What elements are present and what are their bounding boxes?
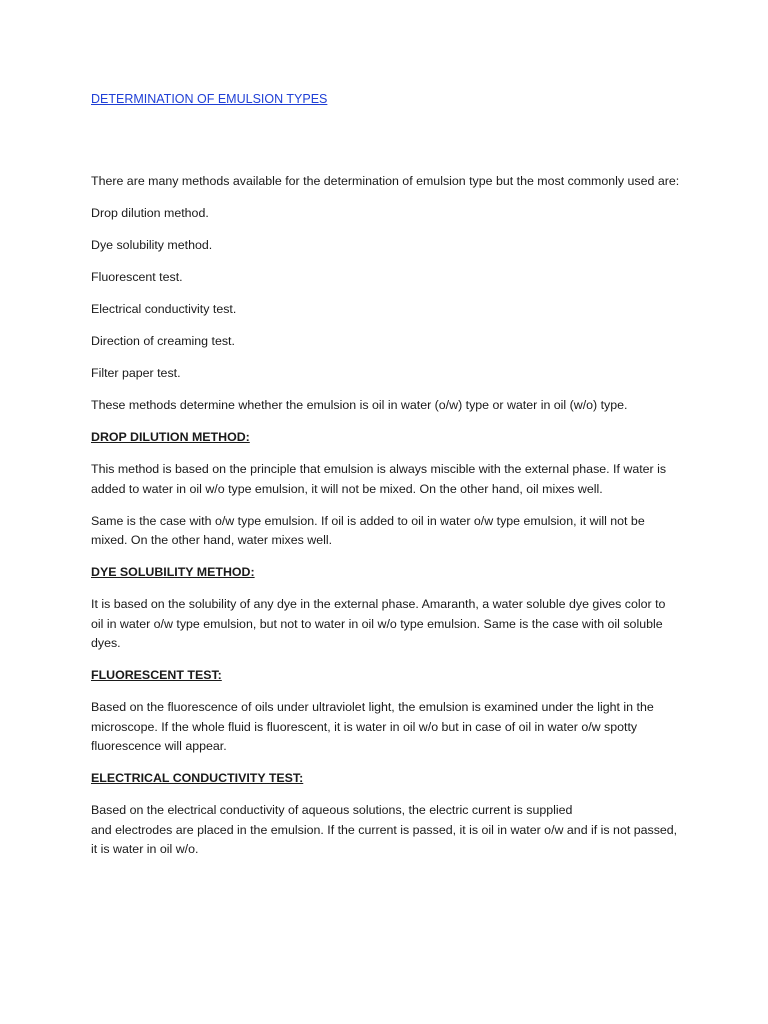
- section-paragraph: Same is the case with o/w type emulsion. If oil is added to oil in water o/w type emulsion, it will not be mixed. On the other hand, water mixes well.: [91, 513, 645, 547]
- method-list-item: Fluorescent test.: [91, 270, 183, 284]
- method-list-item: Direction of creaming test.: [91, 334, 235, 348]
- method-list-item: Electrical conductivity test.: [91, 302, 237, 316]
- document-title[interactable]: DETERMINATION OF EMULSION TYPES: [91, 92, 328, 106]
- section-paragraph: It is based on the solubility of any dye in the external phase. Amaranth, a water soluble dye gives color to oil in water o/w type emulsion, but not to water in oil w/o type emulsion. Same is the case with oil soluble dyes.: [91, 597, 666, 650]
- document-body: [91, 172, 681, 872]
- method-list-item: Dye solubility method.: [91, 238, 213, 252]
- section-paragraph: Based on the fluorescence of oils under ultraviolet light, the emulsion is examined under the light in the microscope. If the whole fluid is fluorescent, it is water in oil w/o but in case of oil in water o/w spotty fluorescence will appear.: [91, 700, 654, 753]
- methods-summary-paragraph: These methods determine whether the emulsion is oil in water (o/w) type or water in oil (w/o) type.: [91, 398, 628, 412]
- method-list-item: Drop dilution method.: [91, 206, 209, 220]
- section-heading-fluorescent: FLUORESCENT TEST:: [91, 668, 222, 682]
- section-paragraph-line: Based on the electrical conductivity of aqueous solutions, the electric current is supplied: [91, 803, 573, 817]
- section-paragraph: This method is based on the principle that emulsion is always miscible with the external phase. If water is added to water in oil w/o type emulsion, it will not be mixed. On the other hand, oil mixes well.: [91, 462, 667, 496]
- section-heading-drop-dilution: DROP DILUTION METHOD:: [91, 430, 250, 444]
- intro-paragraph: There are many methods available for the determination of emulsion type but the most commonly used are:: [91, 174, 680, 188]
- section-heading-dye-solubility: DYE SOLUBILITY METHOD:: [91, 565, 255, 579]
- section-heading-electrical-conductivity: ELECTRICAL CONDUCTIVITY TEST:: [91, 771, 304, 785]
- section-paragraph: [91, 801, 681, 860]
- method-list-item: Filter paper test.: [91, 366, 181, 380]
- section-paragraph-line: and electrodes are placed in the emulsion. If the current is passed, it is oil in water o/w and if is not passed, it is water in oil w/o.: [91, 822, 678, 856]
